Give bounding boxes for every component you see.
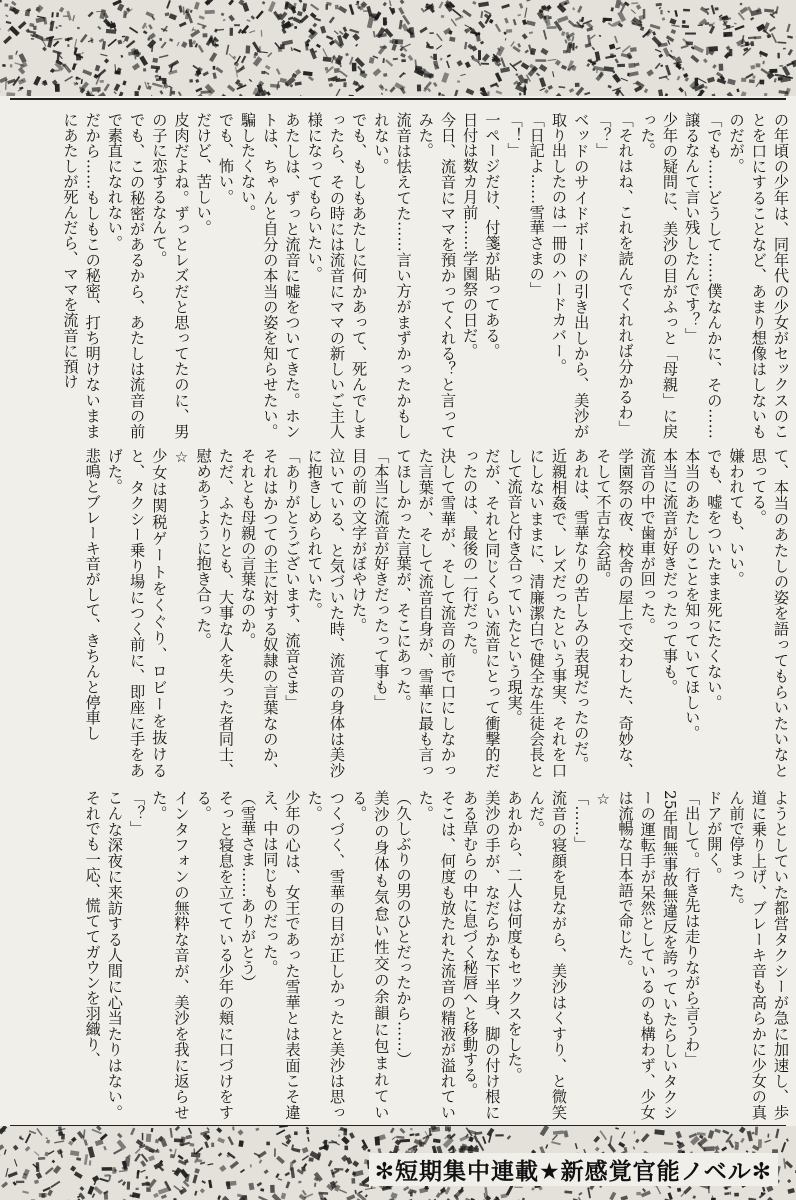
paragraph: 学園祭の夜、校舎の屋上で交わした、奇妙な、そして不吉な会話。 xyxy=(594,448,635,778)
paragraph: の年頃の少年は、同年代の少女がセックスのことを口にすることなど、あまり想像はしないものだが。 xyxy=(727,112,790,439)
paragraph: でも、この秘密があるから、あたしは流音の前で素直になれない。 xyxy=(105,112,147,439)
text-column-2 xyxy=(10,448,792,778)
paragraph: 「それはね、これを読んでくれれば分かるわ」 xyxy=(616,112,635,436)
paragraph: 少女は関税ゲートをくぐり、ロビーを抜けると、タクシー乗り場につく前に、即座に手をあげた。 xyxy=(105,448,169,778)
paragraph: ベッドのサイドボードの引き出しから、美沙が取り出したのは一冊のハードカバー。 xyxy=(549,112,591,439)
paragraph: つくづく、雪華の目が正しかったと美沙は思った。 xyxy=(305,790,346,1120)
paragraph: あたしは、ずっと流音に嘘をついてきた。ホントは、ちゃんと自分の本当の姿を知らせたい。騙したくない。 xyxy=(239,112,302,439)
paragraph: インタフォンの無粋な音が、美沙を我に返らせた。 xyxy=(150,790,191,1120)
paragraph: 嫌われても、いい。 xyxy=(727,448,746,587)
paragraph: だけど、苦しい。 xyxy=(194,112,213,236)
paragraph: 「ありがとうございます、流音さま」 xyxy=(283,448,302,710)
paragraph: だから……もしもこの秘密、打ち明けないままにあたしが死んだら、ママを流音に預け xyxy=(61,112,102,439)
top-decorative-border xyxy=(0,0,796,96)
paragraph: それはかつての主に対する奴隷の言葉なのか、それとも母親の言葉なのか。 xyxy=(239,448,280,778)
paragraph: 25年間無事故無違反を誇っていたらしいタクシーの運転手が呆然としているのも構わず、少女は流暢な日本語で命じた。 xyxy=(616,790,679,1120)
paragraph: そっと寝息を立てている少年の頬に口づけをする。 xyxy=(194,790,235,1120)
top-rule xyxy=(10,98,786,100)
paragraph: 目の前の文字がぼやけた。 xyxy=(350,448,369,633)
paragraph: 「日記よ……雪華さまの」 xyxy=(527,112,546,297)
paragraph: ただ、ふたりとも、大事な人を失った者同士、慰めあうように抱き合った。 xyxy=(194,448,235,778)
paragraph: ドアが開く。 xyxy=(705,790,724,883)
paragraph: 日付は数カ月前……学園祭の日だ。 xyxy=(461,112,480,359)
paragraph: 「出して。行き先は走りながら言うわ」 xyxy=(683,790,702,1068)
paragraph: だが、それと同じくらい流音にとって衝撃的だったのは、最後の一行だった。 xyxy=(461,448,502,778)
paragraph: 泣いている、と気づいた時、流音の身体は美沙に抱きしめられていた。 xyxy=(305,448,346,778)
speckle-pattern xyxy=(0,0,796,96)
paragraph: 今日、流音にママを預かってくれる？と言ってみた。 xyxy=(416,112,457,439)
paragraph: でも、もしもあたしに何かあって、死んでしまったら、その時には流音にママの新しいご主人様になってもらいたい。 xyxy=(305,112,369,439)
paragraph: あれは、雪華なりの苦しみの表現だったのだ。 xyxy=(572,448,591,772)
paragraph: 美沙の身体も気怠い性交の余韻に包まれている。 xyxy=(350,790,391,1120)
paragraph: 皮肉だよね。ずっとレズだと思ってたのに、男の子に恋するなんて。 xyxy=(150,112,191,439)
paragraph: ☆ xyxy=(594,790,613,809)
text-column-3 xyxy=(10,790,792,1120)
paragraph: て、本当のあたしの姿を語ってもらいたいなと思ってる。 xyxy=(749,448,790,778)
paragraph: 近親相姦で、レズだったという事実、それを口にしないままに、清廉潔白で健全な生徒会長として流音と付き合っていたという現実。 xyxy=(505,448,568,778)
paragraph: ようとしていた都営タクシーが急に加速し、歩道に乗り上げ、ブレーキ音も高らかに少女の真ん前で停まった。 xyxy=(727,790,790,1120)
paragraph: 美沙の手が、なだらかな下半身、脚の付け根にある草むらの中に息づく秘唇へと移動する。 xyxy=(461,790,502,1120)
paragraph: 流音は怯えてた……言い方がまずかったかもしれない。 xyxy=(372,112,413,439)
series-title: ✻短期集中連載★新感覚官能ノベル✻ xyxy=(369,1153,778,1186)
paragraph: （雪華さま……ありがとう） xyxy=(239,790,258,991)
paragraph: 「？」 xyxy=(128,790,147,837)
paragraph: 「！」 xyxy=(505,112,524,159)
paragraph: でも、嘘をついたまま死にたくない。 xyxy=(705,448,724,710)
paragraph: 一ページだけ、付箋が貼ってある。 xyxy=(483,112,502,359)
paragraph: 少年の心は、女王であった雪華とは表面こそ違え、中は同じものだった。 xyxy=(261,790,302,1120)
paragraph: 「本当に流音が好きだったって事も」 xyxy=(372,448,391,710)
paragraph: 「？」 xyxy=(594,112,613,159)
paragraph: （久しぶりの男のひとだったから……） xyxy=(394,790,413,1068)
paragraph: 流音の寝顔を見ながら、美沙はくすり、と微笑んだ。 xyxy=(527,790,568,1120)
paragraph: 本当に流音が好きだったって事も。 xyxy=(660,448,679,695)
paragraph: ☆ xyxy=(172,448,191,467)
paragraph: 「でも……どうして……僕なんかに、その……譲るなんて言い残したんです？」 xyxy=(683,112,724,439)
paragraph: でも、怖い。 xyxy=(216,112,235,205)
paragraph: 決して雪華が、そして流音の前で口にしなかった言葉が、そして流音自身が、雪華に最も言ってほしかった言葉が、そこにあった。 xyxy=(394,448,457,778)
paragraph: そこは、何度も放たれた流音の精液が溢れていた。 xyxy=(416,790,457,1120)
paragraph: 流音の中で歯車が回った。 xyxy=(638,448,657,633)
paragraph: 本当のあたしのことを知っていてほしい。 xyxy=(683,448,702,741)
paragraph: あれから、二人は何度もセックスをした。 xyxy=(505,790,524,1083)
paragraph: こんな深夜に来訪する人間に心当たりはない。それでも一応、慌ててガウンを羽織り、 xyxy=(83,790,124,1120)
paragraph: 「……」 xyxy=(572,790,591,852)
paragraph: 少年の疑問に、美沙の目がふっと「母親」に戻った。 xyxy=(638,112,679,439)
text-column-1 xyxy=(10,112,792,439)
paragraph: 悲鳴とブレーキ音がして、きちんと停車し xyxy=(83,448,102,741)
